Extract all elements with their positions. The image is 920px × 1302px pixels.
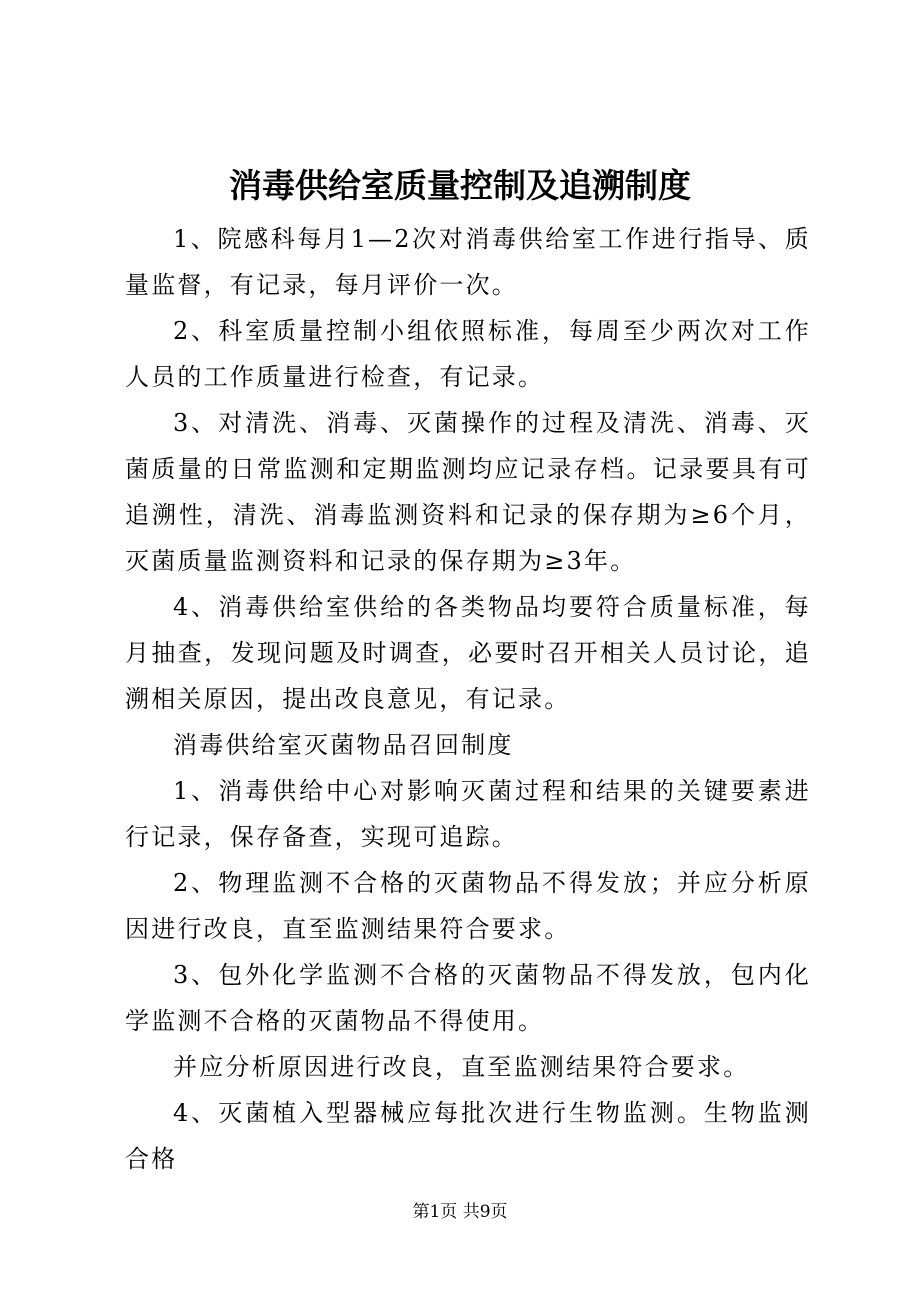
paragraph-3: 3、对清洗、消毒、灭菌操作的过程及清洗、消毒、灭菌质量的日常监测和定期监测均应记录存档。记录要具有可追溯性，清洗、消毒监测资料和记录的保存期为≥6个月，灭菌质量监测资料和记录的保存期为≥3年。 (125, 409, 811, 575)
page-footer: 第1页 共9页 (412, 1202, 508, 1222)
paragraph-7: 3、包外化学监测不合格的灭菌物品不得发放，包内化学监测不合格的灭菌物品不得使用。 (125, 961, 811, 1035)
paragraph-6: 2、物理监测不合格的灭菌物品不得发放；并应分析原因进行改良，直至监测结果符合要求。 (125, 869, 811, 943)
document-body (125, 216, 811, 1182)
paragraph-5: 1、消毒供给中心对影响灭菌过程和结果的关键要素进行记录，保存备查，实现可追踪。 (125, 777, 811, 851)
paragraph-8: 并应分析原因进行改良，直至监测结果符合要求。 (173, 1053, 750, 1081)
document-title: 消毒供给室质量控制及追溯制度 (229, 166, 691, 205)
paragraph-1: 1、院感科每月1—2次对消毒供给室工作进行指导、质量监督，有记录，每月评价一次。 (125, 225, 811, 299)
section-heading: 消毒供给室灭菌物品召回制度 (173, 731, 514, 759)
paragraph-4: 4、消毒供给室供给的各类物品均要符合质量标准，每月抽查，发现问题及时调查，必要时召开相关人员讨论，追溯相关原因，提出改良意见，有记录。 (125, 593, 811, 713)
paragraph-2: 2、科室质量控制小组依照标准，每周至少两次对工作人员的工作质量进行检查，有记录。 (125, 317, 811, 391)
paragraph-9: 4、灭菌植入型器械应每批次进行生物监测。生物监测合格 (125, 1099, 811, 1173)
